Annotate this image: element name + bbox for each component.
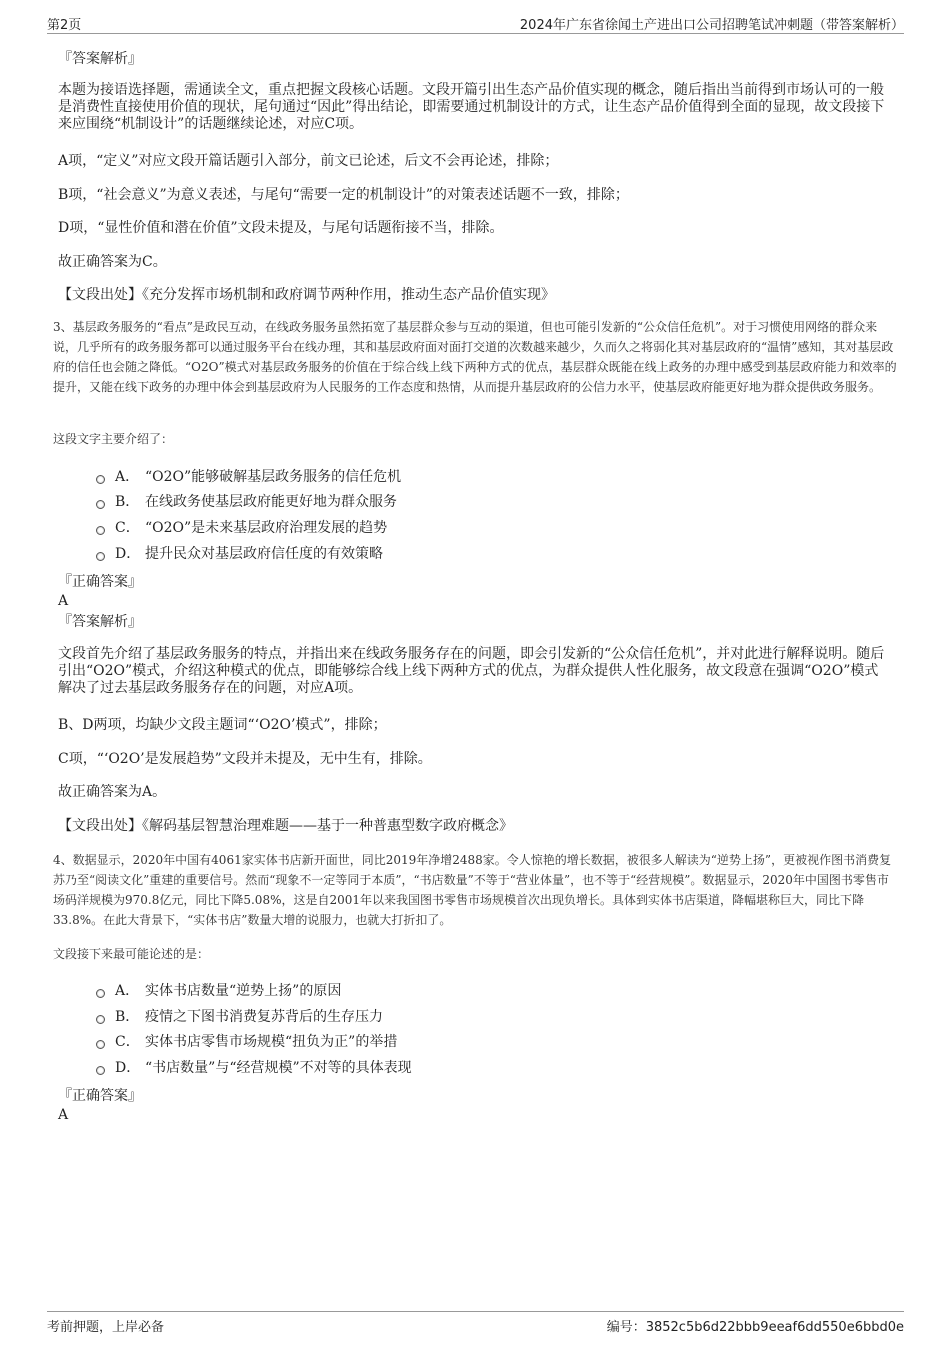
q3-analysis-paragraph: 文段首先介绍了基层政务服务的特点，并指出来在线政务服务存在的问题，即会引发新的“公众信任危机”，并对此进行解释说明。随后引出“O2O”模式，介绍这种模式的优点，即能够综合线上线下两种方式的优点，为群众提供人性化服务，故文段意在强调“O2O”模式解决了过去基层政务服务存在的问题，对应A项。 [58,646,885,696]
radio-icon[interactable] [96,1066,105,1075]
radio-icon[interactable] [96,526,105,535]
q2-conclusion: 故正确答案为C。 [58,254,167,270]
q4-option-d[interactable]: D． “书店数量”与“经营规模”不对等的具体表现 [96,1059,412,1077]
q3-answer: A [58,593,69,609]
q3-conclusion: 故正确答案为A。 [58,784,167,800]
q2-analysis-paragraph: 本题为接语选择题，需通读全文，重点把握文段核心话题。文段开篇引出生态产品价值实现的概念，随后指出当前得到市场认可的一般是消费性直接使用价值的现状，尾句通过“因此”得出结论，即需要通过机制设计的方式，让生态产品价值得到全面的显现，故文段接下来应围绕“机制设计”的话题继续论述，对应C项。 [58,82,885,132]
radio-icon[interactable] [96,1040,105,1049]
q3-question: 这段文字主要介绍了： [53,432,174,446]
q2-analysis-label: 『答案解析』 [58,51,142,67]
q3-analysis-label: 『答案解析』 [58,614,142,630]
q3-answer-label: 『正确答案』 [58,574,142,590]
option-text: 疫情之下图书消费复苏背后的生存压力 [145,1009,383,1025]
radio-icon[interactable] [96,500,105,509]
q4-option-a[interactable]: A． 实体书店数量“逆势上扬”的原因 [96,982,341,1000]
footer-slogan: 考前押题，上岸必备 [47,1320,165,1335]
page-footer [47,1311,904,1334]
q4-stem: 4、数据显示，2020年中国有4061家实体书店新开面世，同比2019年净增2488家。令人惊艳的增长数据，被很多人解读为“逆势上扬”，更被视作图书消费复苏乃至“阅读文化”重建的重要信号。然而“现象不一定等同于本质”，“书店数量”不等于“营业体量”，也不等于“经营规模”。数据显示，2020年中国图书零售市场码洋规模为970.8亿元，同比下降5.08%，这是自2001年以来我国图书零售市场规模首次出现负增长。具体到实体书店渠道，降幅堪称巨大，同比下降33.8%。在此大背景下，“实体书店”数量大增的说服力，也就大打折扣了。 [53,853,892,927]
q2-source: 【文段出处】《充分发挥市场机制和政府调节两种作用，推动生态产品价值实现》 [58,287,555,303]
option-text: 实体书店数量“逆势上扬”的原因 [145,983,342,999]
radio-icon[interactable] [96,989,105,998]
document-id: 编号：3852c5b6d22bbb9eeaf6dd550e6bbd0e [606,1320,904,1335]
page-header [47,14,904,34]
page-number: 第2页 [47,18,82,33]
q3-source: 【文段出处】《解码基层智慧治理难题——基于一种普惠型数字政府概念》 [58,818,513,834]
option-text: “O2O”是未来基层政府治理发展的趋势 [145,520,388,536]
q3-option-bd-analysis: B、D两项，均缺少文段主题词“‘O2O’模式”，排除； [58,717,387,733]
document-title: 2024年广东省徐闻土产进出口公司招聘笔试冲刺题（带答案解析） [519,18,904,33]
q3-option-c[interactable]: C． “O2O”是未来基层政府治理发展的趋势 [96,519,387,537]
q4-option-c[interactable]: C． 实体书店零售市场规模“扭负为正”的举措 [96,1033,397,1051]
q2-option-a-analysis: A项，“定义”对应文段开篇话题引入部分，前文已论述，后文不会再论述，排除； [58,153,559,169]
option-text: 提升民众对基层政府信任度的有效策略 [145,546,383,562]
q3-option-a[interactable]: A． “O2O”能够破解基层政务服务的信任危机 [96,468,401,486]
q3-option-c-analysis: C项，“‘O2O’是发展趋势”文段并未提及，无中生有，排除。 [58,751,432,767]
option-text: 实体书店零售市场规模“扭负为正”的举措 [145,1034,398,1050]
option-text: “O2O”能够破解基层政务服务的信任危机 [145,469,402,485]
q3-option-b[interactable]: B． 在线政务使基层政府能更好地为群众服务 [96,493,397,511]
q4-question: 文段接下来最可能论述的是： [53,947,210,961]
radio-icon[interactable] [96,475,105,484]
option-text: “书店数量”与“经营规模”不对等的具体表现 [145,1060,412,1076]
q4-option-b[interactable]: B． 疫情之下图书消费复苏背后的生存压力 [96,1008,383,1026]
q4-answer-label: 『正确答案』 [58,1088,142,1104]
q3-stem: 3、基层政务服务的“看点”是政民互动，在线政务服务虽然拓宽了基层群众参与互动的渠道，但也可能引发新的“公众信任危机”。对于习惯使用网络的群众来说，几乎所有的政务服务都可以通过服务平台在线办理，其和基层政府面对面打交道的次数越来越少，久而久之将弱化其对基层政府的“温情”感知，其对基层政府的信任也会随之降低。“O2O”模式对基层政务服务的价值在于综合线上线下两种方式的优点，基层群众既能在线上政务的办理中感受到基层政府能力和效率的提升，又能在线下政务的办理中体会到基层政府为人民服务的工作态度和热情，从而提升基层政府的公信力水平，使基层政府能更好地为群众提供政务服务。 [53,320,897,394]
radio-icon[interactable] [96,1015,105,1024]
q2-option-b-analysis: B项，“社会意义”为意义表述，与尾句“需要一定的机制设计”的对策表述话题不一致，排除； [58,187,629,203]
q4-answer: A [58,1107,69,1123]
radio-icon[interactable] [96,552,105,561]
q3-option-d[interactable]: D． 提升民众对基层政府信任度的有效策略 [96,545,383,563]
q2-option-d-analysis: D项，“显性价值和潜在价值”文段未提及，与尾句话题衔接不当，排除。 [58,220,504,236]
option-text: 在线政务使基层政府能更好地为群众服务 [145,494,397,510]
